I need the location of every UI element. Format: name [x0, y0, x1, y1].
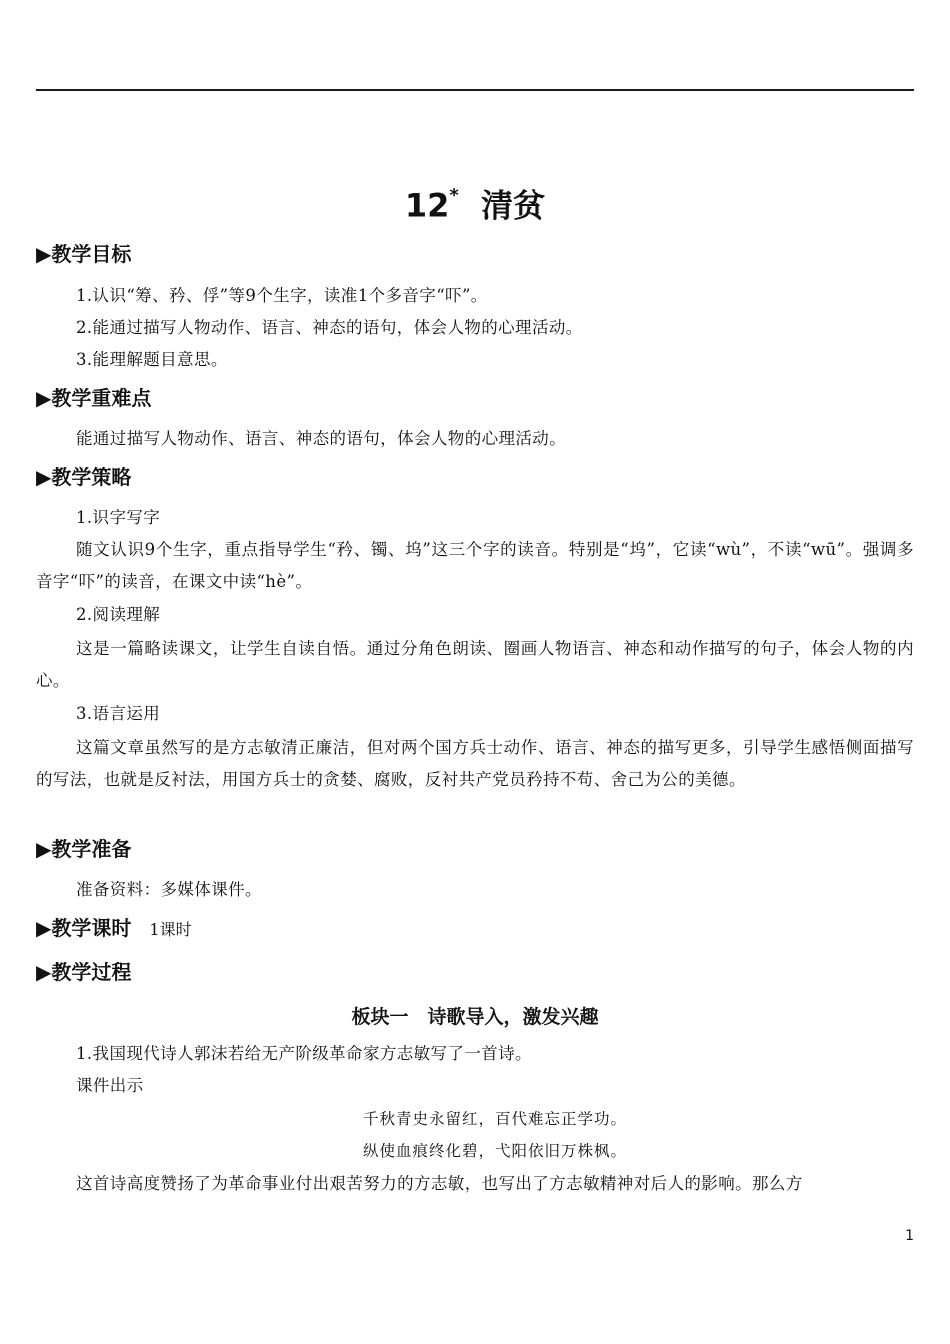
key-text: 能通过描写人物动作、语言、神态的语句，体会人物的心理活动。 [76, 429, 567, 448]
heading-strategy: ▶教学策略 [36, 465, 132, 489]
hours-note: 1课时 [149, 920, 192, 939]
page-number: 1 [905, 1228, 914, 1244]
block-title: 板块一 诗歌导入，激发兴趣 [351, 1006, 599, 1028]
process-line-3: 这首诗高度赞扬了为革命事业付出艰苦努力的方志敏，也写出了方志敏精神对后人的影响。那么方 [76, 1174, 803, 1193]
heading-goals: ▶教学目标 [36, 242, 132, 266]
heading-prep: ▶教学准备 [36, 837, 132, 861]
goal-item: 1.认识“筹、矜、俘”等9个生字，读准1个多音字“吓”。 [76, 286, 488, 305]
goal-item: 3.能理解题目意思。 [76, 350, 228, 369]
strategy-1-title: 1.识字写字 [76, 508, 161, 527]
strategy-1-text: 随文认识9个生字，重点指导学生“矜、镯、坞”这三个字的读音。特别是“坞”，它读“wù”，不读“wū”。强调多音字“吓”的读音，在课文中读“hè”。 [36, 540, 914, 591]
heading-hours [36, 914, 192, 944]
lesson-number: 12 [404, 186, 450, 225]
process-line-1: 1.我国现代诗人郭沫若给无产阶级革命家方志敏写了一首诗。 [76, 1044, 532, 1063]
page-title [0, 178, 950, 228]
strategy-3-title: 3.语言运用 [76, 704, 161, 723]
hours-label: ▶教学课时 [36, 916, 132, 940]
heading-process: ▶教学过程 [36, 960, 132, 984]
poem-line: 纵使血痕终化碧，弋阳依旧万株枫。 [362, 1142, 627, 1160]
heading-key: ▶教学重难点 [36, 386, 152, 410]
prep-text: 准备资料：多媒体课件。 [76, 880, 262, 899]
strategy-3-text: 这篇文章虽然写的是方志敏清正廉洁，但对两个国方兵士动作、语言、神态的描写更多，引导学生感悟侧面描写的写法，也就是反衬法，用国方兵士的贪婪、腐败，反衬共产党员矜持不苟、舍己为公的美德。 [36, 738, 914, 789]
poem-line: 千秋青史永留红，百代难忘正学功。 [362, 1110, 627, 1128]
lesson-title: 清贫 [481, 186, 546, 225]
strategy-2-title: 2.阅读理解 [76, 605, 161, 624]
lesson-mark: * [449, 185, 459, 206]
goal-item: 2.能通过描写人物动作、语言、神态的语句，体会人物的心理活动。 [76, 318, 583, 337]
header-rule [36, 89, 914, 91]
strategy-2-text: 这是一篇略读课文，让学生自读自悟。通过分角色朗读、圈画人物语言、神态和动作描写的句子，体会人物的内心。 [36, 639, 914, 690]
process-line-2: 课件出示 [76, 1076, 144, 1095]
